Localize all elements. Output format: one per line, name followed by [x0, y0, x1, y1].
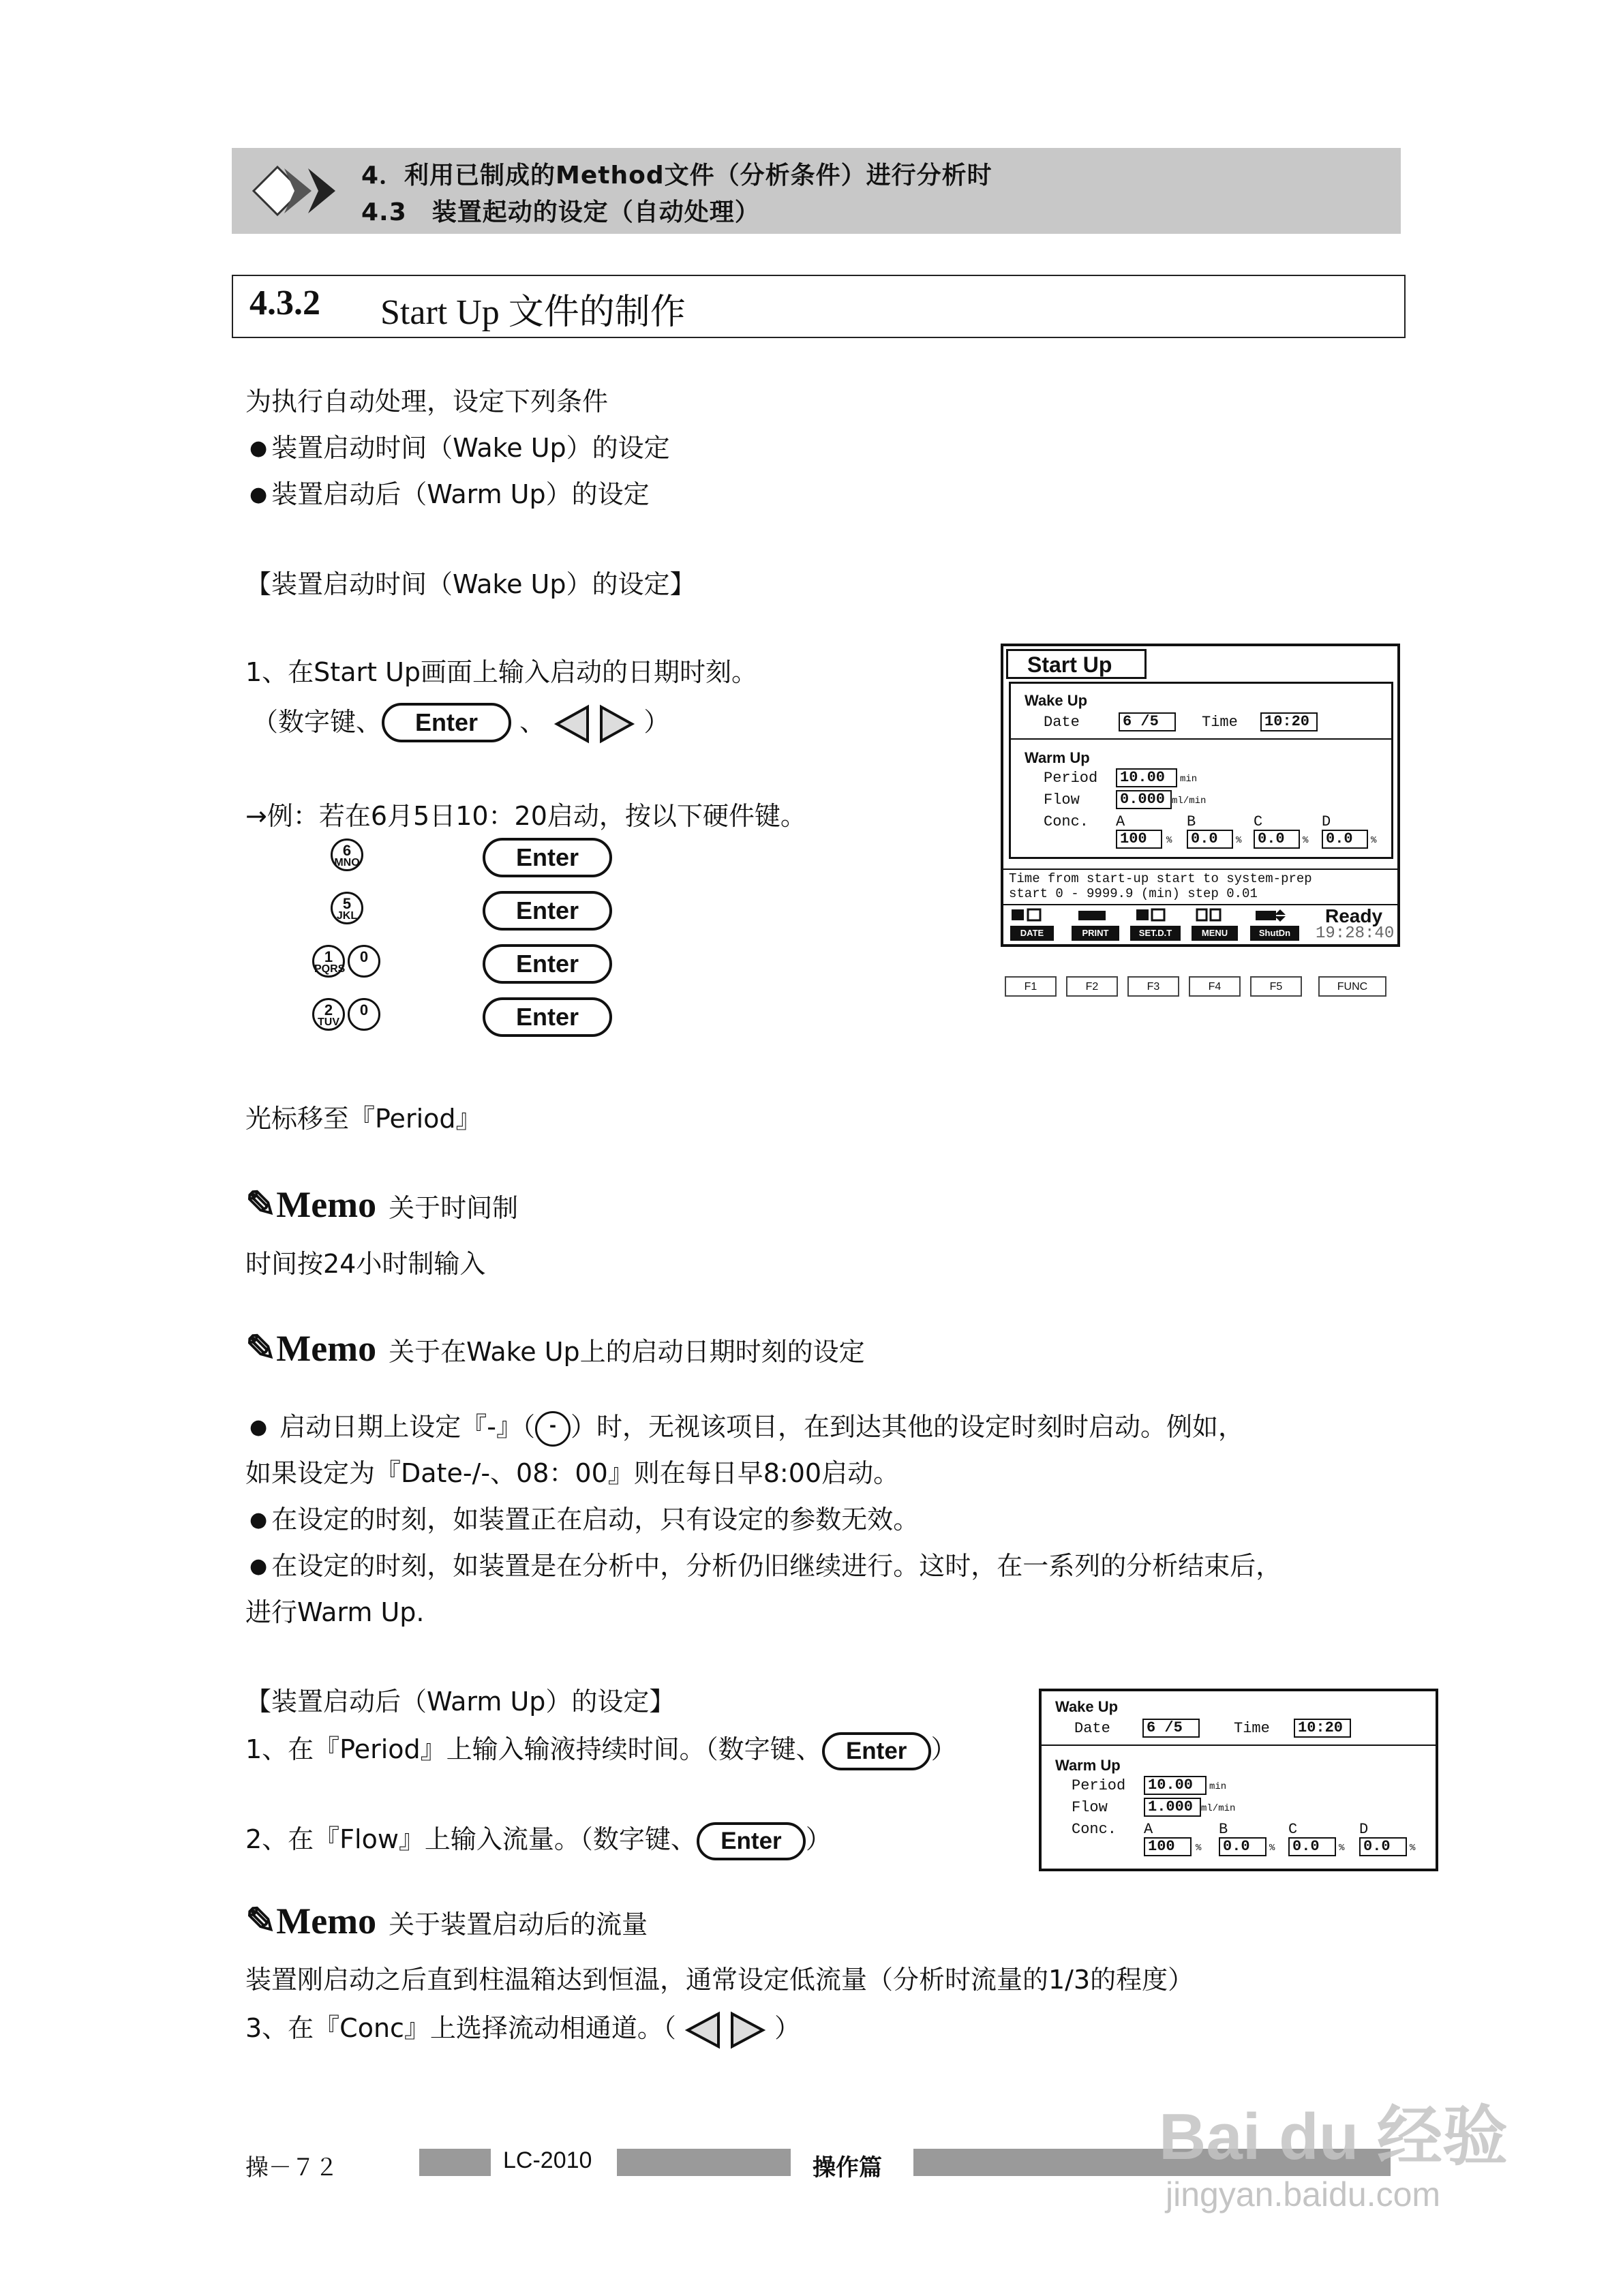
pct: % [1236, 835, 1242, 846]
pct: % [1371, 835, 1377, 846]
conc-d-field[interactable]: 0.0 [1359, 1837, 1407, 1856]
keys-close: ） [643, 707, 670, 737]
flow-field[interactable]: 0.000 [1116, 790, 1172, 809]
memo2-bullet2: ● 在设定的时刻，如装置正在启动，只有设定的参数无效。 [249, 1498, 919, 1536]
key-1-0: 1 PQRS 0 [312, 945, 380, 978]
section-title-box [232, 275, 1406, 338]
time-label: Time [1234, 1720, 1270, 1737]
chevron-arrows-icon [247, 160, 349, 222]
startup-screen [1001, 644, 1400, 947]
screen-tab: Start Up [1006, 649, 1147, 679]
f1-key[interactable]: F1 [1005, 976, 1057, 997]
memo-label: Memo [276, 1901, 377, 1942]
warm-up-label: Warm Up [1055, 1757, 1121, 1774]
footer-bar [419, 2149, 491, 2176]
key-5: 5 JKL [331, 892, 363, 924]
time-field[interactable]: 10:20 [1294, 1719, 1351, 1738]
warmup-step2: 2、在『Flow』上输入流量。（数字键、 Enter ） [245, 1818, 832, 1860]
hint-line2: start 0 - 9999.9 (min) step 0.01 [1009, 886, 1258, 901]
f5-key[interactable]: F5 [1250, 976, 1302, 997]
pct: % [1410, 1843, 1416, 1854]
memo1-title: 关于时间制 [389, 1193, 519, 1223]
conc-b-field[interactable]: 0.0 [1219, 1837, 1266, 1856]
pct: % [1166, 835, 1172, 846]
channel-a: A [1116, 813, 1125, 830]
memo3-heading [245, 1899, 648, 1942]
period-label: Period [1044, 770, 1098, 787]
date-label: Date [1074, 1720, 1110, 1737]
period-field[interactable]: 10.00 [1116, 768, 1177, 787]
footer-part: 操作篇 [813, 2154, 882, 2181]
period-field[interactable]: 10.00 [1144, 1776, 1207, 1795]
section-title: Start Up 文件的制作 [380, 293, 686, 332]
func-shutdn: ShutDn [1250, 926, 1299, 941]
wakeup-heading: 【装置启动时间（Wake Up）的设定】 [245, 569, 696, 599]
section-number: 4.3.2 [249, 284, 320, 322]
flow-field[interactable]: 1.000 [1144, 1798, 1201, 1817]
warm-up-label: Warm Up [1025, 749, 1090, 766]
date-field[interactable]: 6 /5 [1142, 1719, 1200, 1738]
wakeup-keys-line [252, 701, 669, 744]
channel-a: A [1144, 1821, 1153, 1838]
enter-key: Enter [483, 997, 612, 1037]
conc-a-field[interactable]: 100 [1144, 1837, 1192, 1856]
conc-a-field[interactable]: 100 [1116, 830, 1162, 849]
func-print: PRINT [1072, 926, 1119, 941]
warmup-heading: 【装置启动后（Warm Up）的设定】 [245, 1687, 676, 1717]
hint-line1: Time from start-up start to system-prep [1009, 871, 1312, 886]
key-2-0: 2 TUV 0 [312, 998, 380, 1031]
enter-key: Enter [822, 1732, 931, 1770]
warmup-screen [1039, 1689, 1438, 1871]
cursor-note: 光标移至『Period』 [245, 1104, 482, 1134]
section-subtitle: 4.3 装置起动的设定（自动处理） [361, 198, 760, 226]
pct: % [1269, 1843, 1275, 1854]
clock: 19:28:40 [1316, 924, 1395, 943]
wakeup-step1: 1、在Start Up画面上输入启动的日期时刻。 [245, 657, 758, 687]
chapter-header [232, 148, 1401, 234]
memo3-step3: 3、在『Conc』上选择流动相通道。（ ） [245, 2007, 800, 2049]
pct: % [1303, 835, 1309, 846]
memo2-heading [245, 1327, 865, 1370]
conc-label: Conc. [1044, 813, 1089, 830]
period-unit: min [1209, 1781, 1227, 1792]
intro-bullet: ● 装置启动后（Warm Up）的设定 [249, 473, 650, 511]
conc-label: Conc. [1072, 1821, 1117, 1838]
channel-d: D [1359, 1821, 1369, 1838]
channel-d: D [1322, 813, 1331, 830]
memo2-line: 进行Warm Up. [245, 1597, 425, 1627]
memo2-bullet3: ● 在设定的时刻，如装置是在分析中，分析仍旧继续进行。这时，在一系列的分析结束后， [249, 1545, 1281, 1582]
intro-lead: 为执行自动处理，设定下列条件 [245, 387, 609, 417]
conc-d-field[interactable]: 0.0 [1322, 830, 1368, 849]
example-text: →例：若在6月5日10：20启动，按以下硬件键。 [245, 801, 806, 831]
conc-c-field[interactable]: 0.0 [1254, 830, 1300, 849]
flow-unit: ml/min [1201, 1803, 1236, 1814]
memo3-title: 关于装置启动后的流量 [389, 1909, 648, 1939]
pct: % [1196, 1843, 1202, 1854]
page-number: 操－７２ [245, 2154, 338, 2181]
minus-key: - [535, 1411, 571, 1447]
memo3-body: 装置刚启动之后直到柱温箱达到恒温，通常设定低流量（分析时流量的1/3的程度） [245, 1965, 1194, 1995]
memo1-heading [245, 1183, 518, 1226]
memo-label: Memo [276, 1328, 377, 1369]
date-label: Date [1044, 714, 1080, 731]
time-field[interactable]: 10:20 [1260, 712, 1318, 731]
keys-sep: 、 [519, 707, 546, 737]
flow-label: Flow [1044, 791, 1080, 809]
pencil-icon: ✎ [245, 1328, 277, 1369]
func-menu: MENU [1192, 926, 1238, 941]
baidu-watermark [1159, 2100, 1508, 2214]
pencil-icon: ✎ [245, 1184, 277, 1225]
channel-c: C [1254, 813, 1263, 830]
f3-key[interactable]: F3 [1127, 976, 1179, 997]
wake-up-label: Wake Up [1025, 692, 1088, 709]
period-label: Period [1072, 1777, 1126, 1794]
channel-b: B [1187, 813, 1196, 830]
memo2-line: 如果设定为『Date-/-、08：00』则在每日早8:00启动。 [245, 1458, 900, 1488]
key-6: 6 MNO [331, 839, 363, 871]
left-right-arrow-keys-icon [553, 704, 635, 744]
date-field[interactable]: 6 /5 [1119, 712, 1176, 731]
footer-model: LC-2010 [503, 2147, 592, 2173]
enter-key: Enter [697, 1822, 806, 1860]
footer-bar [617, 2149, 791, 2176]
flow-unit: ml/min [1172, 796, 1207, 806]
status-ready: Ready [1325, 905, 1383, 926]
watermark-logo: Bai du 经验 [1159, 2100, 1508, 2173]
enter-key: Enter [483, 944, 612, 984]
f4-key[interactable]: F4 [1189, 976, 1241, 997]
keys-open: （数字键、 [252, 707, 382, 737]
enter-key: Enter [483, 891, 612, 931]
channel-b: B [1219, 1821, 1228, 1838]
flow-label: Flow [1072, 1799, 1108, 1816]
memo2-title: 关于在Wake Up上的启动日期时刻的设定 [389, 1337, 865, 1367]
period-unit: min [1180, 774, 1198, 785]
f2-key[interactable]: F2 [1066, 976, 1118, 997]
pencil-icon: ✎ [245, 1901, 277, 1942]
function-icons [1010, 907, 1296, 924]
memo1-body: 时间按24小时制输入 [245, 1249, 486, 1279]
screen-panel [1009, 682, 1393, 859]
enter-key: Enter [483, 838, 612, 877]
time-label: Time [1202, 714, 1238, 731]
wake-up-label: Wake Up [1055, 1698, 1119, 1715]
watermark-url: jingyan.baidu.com [1166, 2175, 1441, 2214]
func-key[interactable]: FUNC [1318, 976, 1386, 997]
channel-c: C [1288, 1821, 1298, 1838]
memo-label: Memo [276, 1184, 377, 1225]
pct: % [1339, 1843, 1345, 1854]
intro-bullet: ● 装置启动时间（Wake Up）的设定 [249, 427, 670, 464]
conc-b-field[interactable]: 0.0 [1187, 830, 1233, 849]
left-right-arrow-keys-icon [684, 2011, 766, 2049]
memo2-bullet1: ● 启动日期上设定『-』（ - ）时，无视该项目，在到达其他的设定时刻时启动。例如， [249, 1406, 1244, 1447]
func-date: DATE [1010, 926, 1054, 941]
enter-key: Enter [382, 703, 511, 742]
warmup-step1: 1、在『Period』上输入输液持续时间。（数字键、 Enter ） [245, 1728, 957, 1770]
conc-c-field[interactable]: 0.0 [1288, 1837, 1336, 1856]
chapter-title: 4．利用已制成的Method文件（分析条件）进行分析时 [361, 162, 992, 190]
func-setdt: SET.D.T [1130, 926, 1181, 941]
